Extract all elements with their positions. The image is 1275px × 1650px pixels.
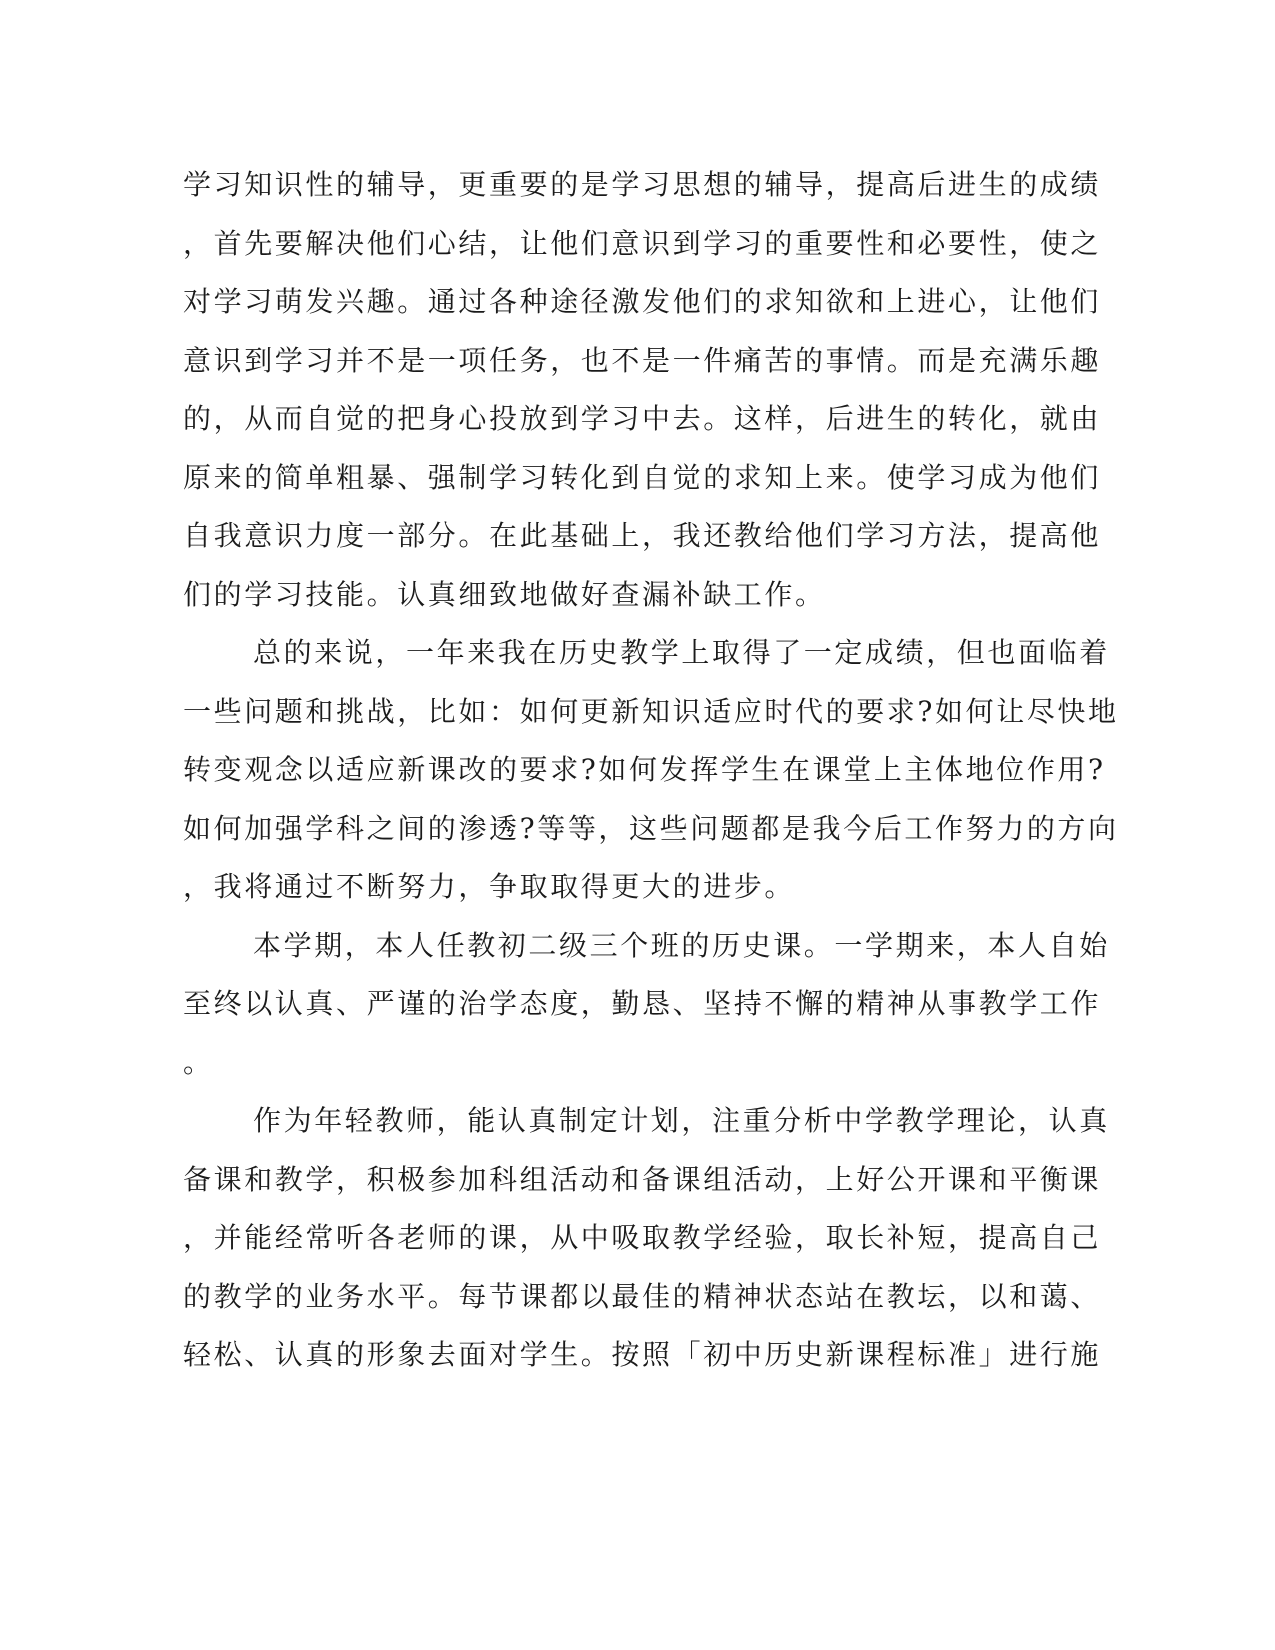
text-line: 原来的简单粗暴、强制学习转化到自觉的求知上来。使学习成为他们 [183,460,1102,494]
text-line: 至终以认真、严谨的治学态度，勤恳、坚持不懈的精神从事教学工作 [183,987,1102,1020]
paragraph-start-line: 本学期，本人任教初二级三个班的历史课。一学期来，本人自始 [253,928,1110,962]
text-line: ，首先要解决他们心结，让他们意识到学习的重要性和必要性，使之 [183,226,1102,260]
text-line: 。 [183,1045,214,1079]
text-line: 轻松、认真的形象去面对学生。按照「初中历史新课程标准」进行施 [183,1338,1102,1371]
body-text [183,156,1119,1385]
text-line: 备课和教学，积极参加科组活动和备课组活动，上好公开课和平衡课 [183,1162,1102,1196]
paragraph-start-line: 总的来说，一年来我在历史教学上取得了一定成绩，但也面临着 [253,636,1110,669]
text-line: 的教学的业务水平。每节课都以最佳的精神状态站在教坛，以和蔼、 [183,1279,1102,1313]
text-line: 的，从而自觉的把身心投放到学习中去。这样，后进生的转化，就由 [183,402,1102,435]
text-line: ，我将通过不断努力，争取取得更大的进步。 [183,870,796,903]
text-line: 意识到学习并不是一项任务，也不是一件痛苦的事情。而是充满乐趣 [183,343,1102,377]
text-line: 们的学习技能。认真细致地做好查漏补缺工作。 [183,577,826,611]
text-line: 转变观念以适应新课改的要求?如何发挥学生在课堂上主体地位作用? [183,753,1106,786]
text-line: 自我意识力度一部分。在此基础上，我还教给他们学习方法，提高他 [183,519,1102,552]
text-line: ，并能经常听各老师的课，从中吸取教学经验，取长补短，提高自己 [183,1221,1102,1254]
text-line: 对学习萌发兴趣。通过各种途径激发他们的求知欲和上进心，让他们 [183,285,1102,318]
text-line: 如何加强学科之间的渗透?等等，这些问题都是我今后工作努力的方向 [183,811,1119,845]
text-line: 学习知识性的辅导，更重要的是学习思想的辅导，提高后进生的成绩 [183,168,1102,201]
text-line: 一些问题和挑战，比如：如何更新知识适应时代的要求?如何让尽快地 [183,694,1119,728]
paragraph-start-line: 作为年轻教师，能认真制定计划，注重分析中学教学理论，认真 [253,1104,1110,1137]
